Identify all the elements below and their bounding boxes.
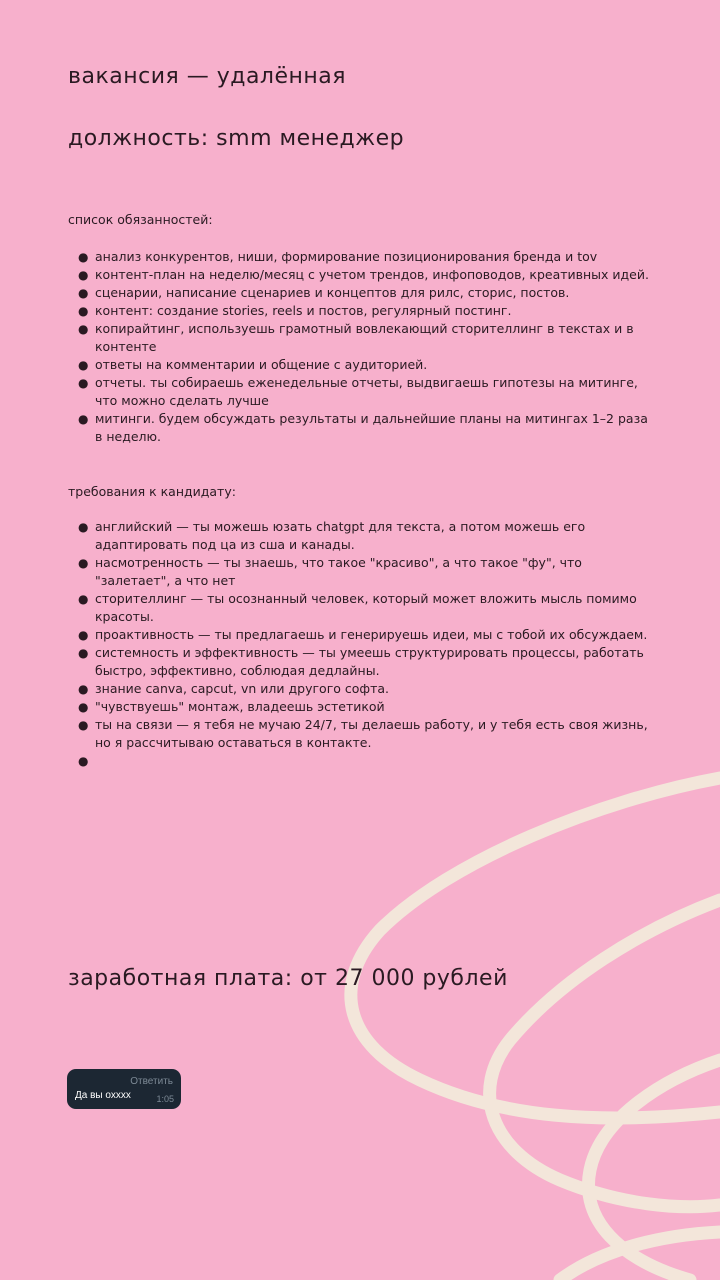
bullet-icon: ● <box>78 718 89 732</box>
requirement-item: ● проактивность — ты предлагаешь и генерируешь идеи, мы с тобой их обсуждаем. <box>78 627 648 642</box>
bullet-icon: ● <box>78 250 89 264</box>
bullet-icon: ● <box>78 556 89 570</box>
salary-heading: заработная плата: от 27 000 рублей <box>68 966 508 991</box>
bullet-icon: ● <box>78 592 89 606</box>
requirement-item: ● ты на связи — я тебя не мучаю 24/7, ты делаешь работу, и у тебя есть своя жизнь, но я рассчитываю оставаться в контакте. <box>78 717 648 750</box>
requirement-item: ● знание canva, capcut, vn или другого софта. <box>78 681 390 696</box>
duty-item: ● митинги. будем обсуждать результаты и дальнейшие планы на митингах 1–2 раза в неделю. <box>78 411 648 444</box>
requirements-title: требования к кандидату: <box>68 484 236 499</box>
reply-message-text: Да вы охххх <box>75 1090 131 1101</box>
requirement-item: ● насмотренность — ты знаешь, что такое "красиво", а что такое "фу", что "залетает", а что нет <box>78 555 582 588</box>
bullet-icon: ● <box>78 412 89 426</box>
requirement-item: ● "чувствуешь" монтаж, владеешь эстетикой <box>78 699 385 714</box>
requirement-item: ● сторителлинг — ты осознанный человек, который может вложить мысль помимо красоты. <box>78 591 637 624</box>
duty-item: ● копирайтинг, используешь грамотный вовлекающий сторителлинг в текстах и в контенте <box>78 321 634 354</box>
bullet-icon: ● <box>78 358 89 372</box>
requirements-list <box>68 518 655 770</box>
duties-title: список обязанностей: <box>68 212 213 227</box>
duty-item: ● анализ конкурентов, ниши, формирование позиционирования бренда и tov <box>78 249 598 264</box>
bullet-icon: ● <box>78 376 89 390</box>
bullet-icon: ● <box>78 628 89 642</box>
reply-button[interactable]: Ответить <box>130 1076 173 1087</box>
bullet-icon: ● <box>78 700 89 714</box>
duties-list <box>68 248 655 446</box>
reply-message-bubble[interactable] <box>67 1069 181 1109</box>
duty-item: ● ответы на комментарии и общение с аудиторией. <box>78 357 428 372</box>
vacancy-heading: вакансия — удалённая <box>68 64 347 89</box>
bullet-icon: ● <box>78 682 89 696</box>
bullet-icon: ● <box>78 286 89 300</box>
requirement-item-empty <box>78 752 655 770</box>
duty-item: ● контент: создание stories, reels и постов, регулярный постинг. <box>78 303 512 318</box>
duty-item: ● сценарии, написание сценариев и концептов для рилс, сторис, постов. <box>78 285 570 300</box>
bullet-icon: ● <box>78 268 89 282</box>
bullet-icon: ● <box>78 754 89 768</box>
duty-item: ● контент-план на неделю/месяц с учетом трендов, инфоповодов, креативных идей. <box>78 267 649 282</box>
requirement-item: ● системность и эффективность — ты умеешь структурировать процессы, работать быстро, эффективно, соблюдая дедлайны. <box>78 645 644 678</box>
bullet-icon: ● <box>78 520 89 534</box>
bullet-icon: ● <box>78 304 89 318</box>
position-heading: должность: smm менеджер <box>68 126 405 151</box>
duty-item: ● отчеты. ты собираешь еженедельные отчеты, выдвигаешь гипотезы на митинге, что можно сделать лучше <box>78 375 638 408</box>
requirement-item: ● английский — ты можешь юзать chatgpt для текста, а потом можешь его адаптировать под ца из сша и канады. <box>78 519 586 552</box>
bullet-icon: ● <box>78 646 89 660</box>
message-timestamp: 1:05 <box>156 1094 174 1104</box>
bullet-icon: ● <box>78 322 89 336</box>
